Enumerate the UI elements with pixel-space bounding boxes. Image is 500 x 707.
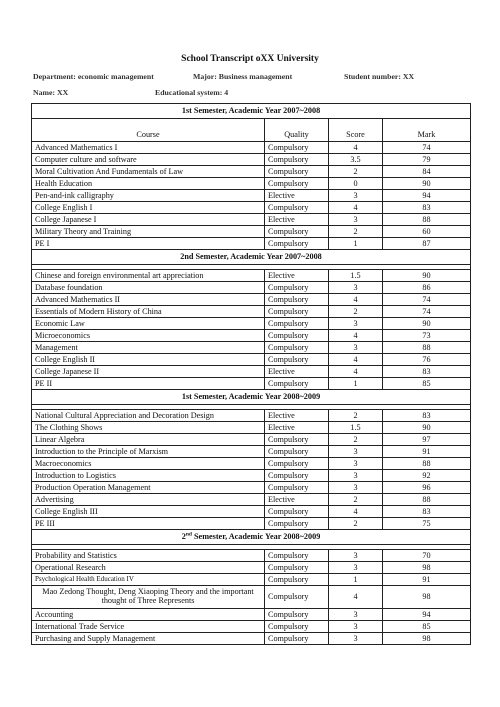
mark-cell: 91 [383,574,471,586]
score-cell: 3 [329,190,383,202]
course-cell: Database foundation [32,282,265,294]
mark-cell: 98 [383,586,471,609]
score-cell: 2 [329,410,383,422]
quality-cell: Compulsory [265,574,329,586]
mark-cell: 74 [383,142,471,154]
course-cell: PE III [32,518,265,530]
semester-heading-ordinal: nd [185,531,192,538]
score-cell: 3 [329,621,383,633]
score-cell: 3 [329,609,383,621]
course-cell: Mao Zedong Thought, Deng Xiaoping Theory and the important thought of Three Represents [32,586,265,609]
course-cell: Operational Research [32,562,265,574]
mark-cell: 98 [383,562,471,574]
quality-cell: Compulsory [265,178,329,190]
quality-cell: Compulsory [265,446,329,458]
score-cell: 3 [329,282,383,294]
quality-cell: Elective [265,422,329,434]
course-cell: College Japanese I [32,214,265,226]
table-row [32,306,471,318]
quality-cell: Elective [265,410,329,422]
score-cell: 4 [329,354,383,366]
table-row [32,142,471,154]
table-row [32,378,471,390]
score-cell: 3 [329,482,383,494]
quality-cell: Compulsory [265,562,329,574]
course-cell: Pen-and-ink calligraphy [32,190,265,202]
table-row [32,470,471,482]
table-row [32,562,471,574]
score-cell: 3 [329,214,383,226]
course-cell: College English II [32,354,265,366]
mark-cell: 90 [383,422,471,434]
score-cell: 1 [329,378,383,390]
quality-cell: Elective [265,366,329,378]
score-cell: 3 [329,318,383,330]
score-cell: 1.5 [329,422,383,434]
table-row [32,354,471,366]
course-cell: Advanced Mathematics II [32,294,265,306]
table-row [32,154,471,166]
table-row [32,282,471,294]
semester-heading: 1st Semester, Academic Year 2008~2009 [32,390,471,405]
score-cell: 3.5 [329,154,383,166]
score-cell: 2 [329,226,383,238]
table-row [32,190,471,202]
course-cell: Microeconomics [32,330,265,342]
course-cell: International Trade Service [32,621,265,633]
quality-cell: Compulsory [265,378,329,390]
mark-cell: 88 [383,342,471,354]
quality-cell: Elective [265,214,329,226]
mark-cell: 83 [383,410,471,422]
mark-cell: 88 [383,494,471,506]
student-number-field: Student number: XX [344,72,415,81]
quality-cell: Compulsory [265,342,329,354]
quality-cell: Compulsory [265,518,329,530]
course-cell: Macroeconomics [32,458,265,470]
semester-heading-row [32,104,471,119]
score-column-header: Score [329,119,383,142]
quality-cell: Compulsory [265,202,329,214]
table-row [32,621,471,633]
course-cell: Accounting [32,609,265,621]
score-cell: 4 [329,294,383,306]
course-column-header: Course [32,119,265,142]
table-row [32,518,471,530]
quality-cell: Compulsory [265,609,329,621]
table-row [32,330,471,342]
course-cell: PE II [32,378,265,390]
score-cell: 2 [329,518,383,530]
mark-cell: 87 [383,238,471,250]
mark-cell: 60 [383,226,471,238]
table-row [32,226,471,238]
quality-cell: Compulsory [265,142,329,154]
quality-cell: Compulsory [265,482,329,494]
score-cell: 4 [329,330,383,342]
course-cell: Computer culture and software [32,154,265,166]
quality-cell: Compulsory [265,226,329,238]
quality-cell: Compulsory [265,434,329,446]
mark-cell: 88 [383,214,471,226]
quality-column-header: Quality [265,119,329,142]
score-cell: 2 [329,494,383,506]
transcript-title: School Transcript oXX University [181,54,319,64]
table-row [32,214,471,226]
course-cell: National Cultural Appreciation and Decoration Design [32,410,265,422]
course-cell: Introduction to the Principle of Marxism [32,446,265,458]
mark-cell: 70 [383,550,471,562]
department-field [33,72,154,81]
table-row [32,633,471,645]
course-cell: Essentials of Modern History of China [32,306,265,318]
quality-cell: Compulsory [265,318,329,330]
score-cell: 4 [329,586,383,609]
score-cell: 3 [329,562,383,574]
quality-cell: Elective [265,494,329,506]
department-label: Department: [33,72,78,81]
table-row [32,434,471,446]
quality-cell: Compulsory [265,306,329,318]
score-cell: 3 [329,550,383,562]
table-row [32,294,471,306]
score-cell: 4 [329,366,383,378]
semester-heading-row [32,250,471,265]
score-cell: 3 [329,446,383,458]
course-cell: Psychological Health Education IV [32,574,265,586]
mark-cell: 76 [383,354,471,366]
table-row [32,494,471,506]
score-cell: 0 [329,178,383,190]
table-row [32,410,471,422]
course-cell: Health Education [32,178,265,190]
semester-heading-row [32,530,471,545]
mark-cell: 74 [383,306,471,318]
score-cell: 4 [329,506,383,518]
mark-cell: 90 [383,178,471,190]
score-cell: 1 [329,574,383,586]
table-row [32,446,471,458]
course-cell: College English I [32,202,265,214]
semester-heading-number: 2 [181,532,186,542]
table-row [32,202,471,214]
quality-cell: Compulsory [265,506,329,518]
score-cell: 1.5 [329,270,383,282]
mark-cell: 85 [383,621,471,633]
quality-cell: Compulsory [265,238,329,250]
course-cell: Production Operation Management [32,482,265,494]
mark-cell: 97 [383,434,471,446]
course-cell: Economic Law [32,318,265,330]
score-cell: 2 [329,306,383,318]
semester-heading-row [32,390,471,405]
table-row [32,318,471,330]
mark-cell: 75 [383,518,471,530]
quality-cell: Elective [265,270,329,282]
department-value: economic management [77,72,154,81]
transcript-body [32,104,471,645]
course-cell: Probability and Statistics [32,550,265,562]
table-row [32,586,471,609]
score-cell: 1 [329,238,383,250]
mark-cell: 92 [383,470,471,482]
quality-cell: Elective [265,190,329,202]
quality-cell: Compulsory [265,621,329,633]
score-cell: 3 [329,342,383,354]
mark-cell: 74 [383,294,471,306]
course-cell: PE I [32,238,265,250]
mark-cell: 90 [383,270,471,282]
mark-cell: 94 [383,609,471,621]
score-cell: 3 [329,458,383,470]
course-cell: Advertising [32,494,265,506]
course-cell: Military Theory and Training [32,226,265,238]
semester-heading: 2nd Semester, Academic Year 2007~2008 [32,250,471,265]
table-row [32,422,471,434]
mark-cell: 96 [383,482,471,494]
table-row [32,342,471,354]
quality-cell: Compulsory [265,586,329,609]
quality-cell: Compulsory [265,550,329,562]
course-cell: Purchasing and Supply Management [32,633,265,645]
major-field: Major: Business management [193,72,293,81]
table-row [32,506,471,518]
mark-cell: 91 [383,446,471,458]
course-cell: Linear Algebra [32,434,265,446]
score-cell: 3 [329,470,383,482]
score-cell: 3 [329,633,383,645]
mark-cell: 73 [383,330,471,342]
mark-cell: 83 [383,366,471,378]
table-row [32,178,471,190]
mark-cell: 83 [383,202,471,214]
name-field: Name: XX [33,88,69,97]
transcript-table [31,103,471,645]
quality-cell: Compulsory [265,166,329,178]
course-cell: College Japanese II [32,366,265,378]
quality-cell: Compulsory [265,354,329,366]
score-cell: 4 [329,142,383,154]
mark-cell: 98 [383,633,471,645]
mark-cell: 84 [383,166,471,178]
quality-cell: Compulsory [265,633,329,645]
course-cell: Moral Cultivation And Fundamentals of Law [32,166,265,178]
column-header-row [32,119,471,142]
table-row [32,366,471,378]
mark-cell: 86 [383,282,471,294]
table-row [32,609,471,621]
mark-cell: 90 [383,318,471,330]
course-cell: Chinese and foreign environmental art appreciation [32,270,265,282]
score-cell: 2 [329,166,383,178]
educational-system-field: Educational system: 4 [155,88,229,97]
semester-heading: 1st Semester, Academic Year 2007~2008 [32,104,471,119]
mark-cell: 79 [383,154,471,166]
mark-cell: 94 [383,190,471,202]
quality-cell: Compulsory [265,154,329,166]
table-row [32,458,471,470]
table-row [32,270,471,282]
table-row [32,574,471,586]
table-row [32,482,471,494]
table-row [32,550,471,562]
mark-cell: 85 [383,378,471,390]
quality-cell: Compulsory [265,282,329,294]
quality-cell: Compulsory [265,470,329,482]
mark-cell: 88 [383,458,471,470]
table-row [32,166,471,178]
mark-cell: 83 [383,506,471,518]
semester-heading-text: Semester, Academic Year 2008~2009 [191,532,321,542]
quality-cell: Compulsory [265,458,329,470]
course-cell: Advanced Mathematics I [32,142,265,154]
course-cell: The Clothing Shows [32,422,265,434]
mark-column-header: Mark [383,119,471,142]
course-cell: College English III [32,506,265,518]
course-cell: Introduction to Logistics [32,470,265,482]
quality-cell: Compulsory [265,294,329,306]
score-cell: 2 [329,434,383,446]
table-row [32,238,471,250]
semester-heading [32,530,471,545]
course-cell: Management [32,342,265,354]
score-cell: 4 [329,202,383,214]
quality-cell: Compulsory [265,330,329,342]
